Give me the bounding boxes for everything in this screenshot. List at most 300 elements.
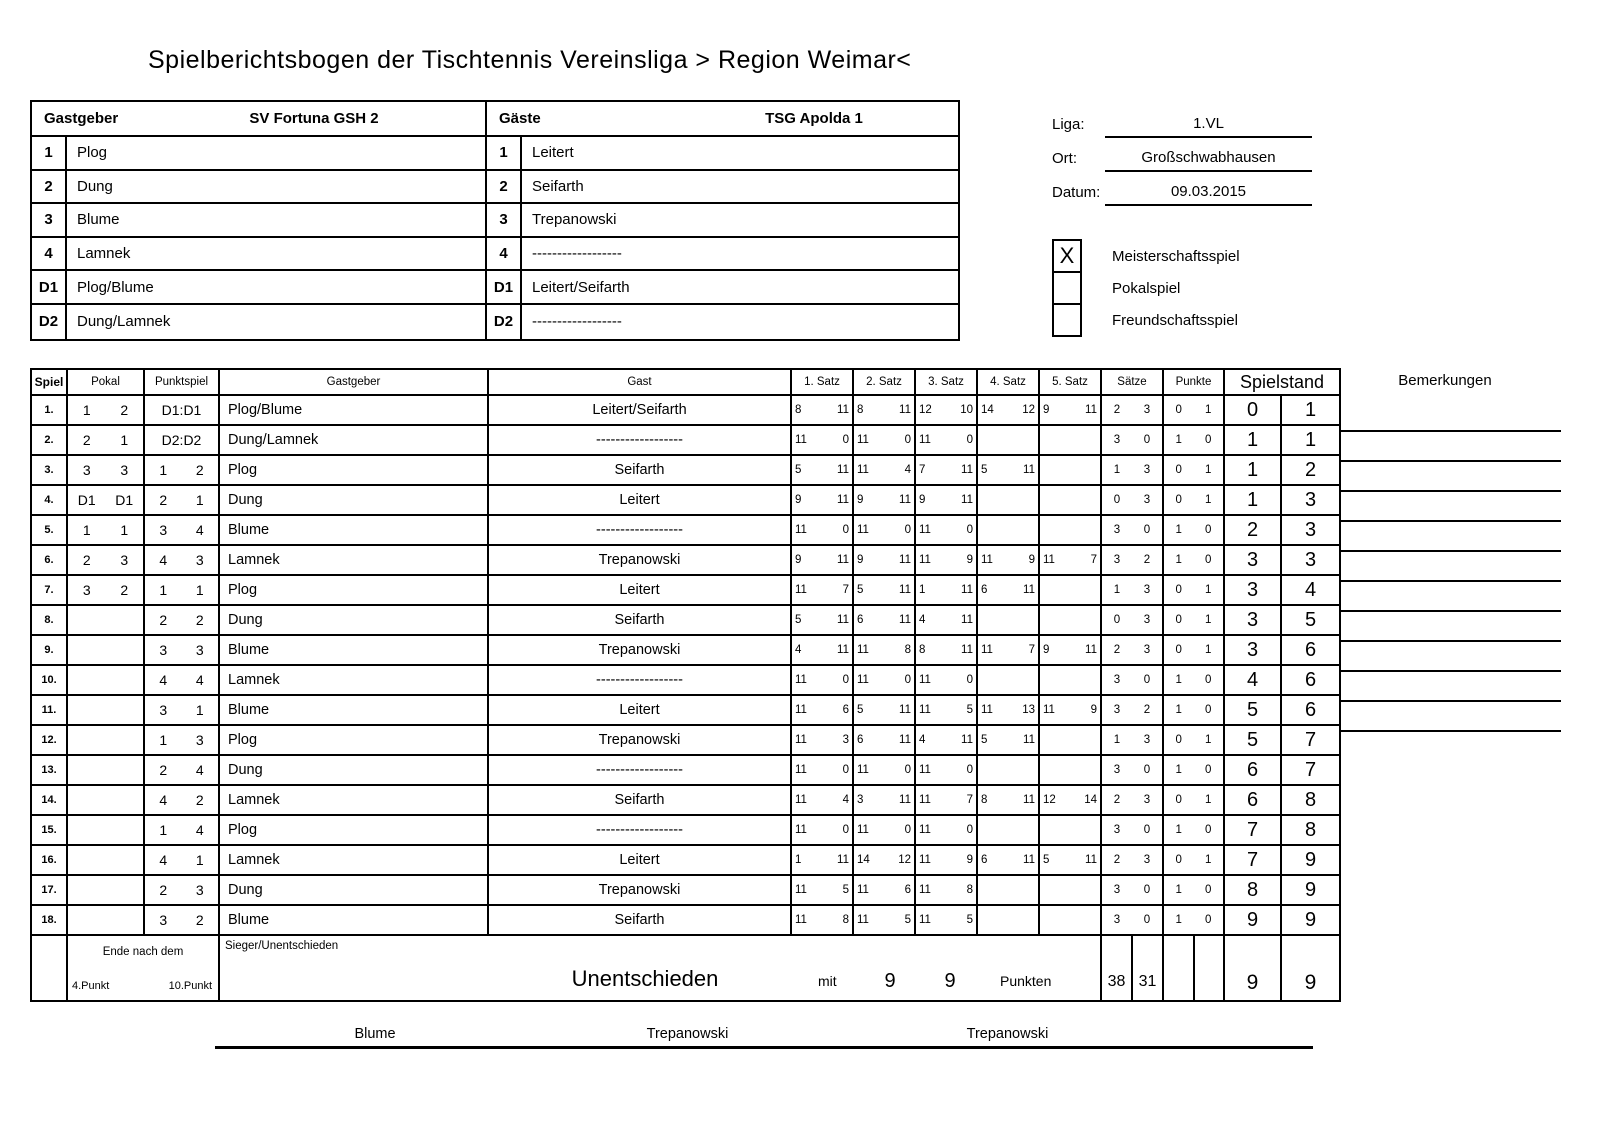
running-score-guest: 3 — [1304, 488, 1317, 511]
sets-result: 1 3 — [1102, 726, 1164, 754]
match-row — [32, 426, 1339, 456]
punkt10-label: 10.Punkt — [168, 980, 212, 992]
final-points-guest: 9 — [944, 970, 956, 992]
punktspiel-order: 1 4 — [145, 816, 220, 844]
points-result: 1 0 — [1164, 696, 1225, 724]
points-result: 1 0 — [1164, 876, 1225, 904]
match-type-label: Freundschaftsspiel — [1112, 311, 1238, 329]
roster-guest-pos: 4 — [487, 238, 522, 270]
punktspiel-order: 3 1 — [145, 696, 220, 724]
header-satz-1: 1. Satz — [792, 370, 854, 394]
results-table — [30, 368, 1341, 1002]
match-type-row — [1052, 303, 1240, 337]
set-2-score: 11 6 — [854, 876, 916, 904]
match-row — [32, 606, 1339, 636]
liga-value: 1.VL — [1105, 112, 1312, 138]
match-host-player: Plog/Blume — [220, 396, 489, 424]
match-guest-player: ------------------ — [489, 756, 792, 784]
total-points-home-empty — [1164, 936, 1195, 1000]
datum-value: 09.03.2015 — [1105, 180, 1312, 206]
sets-result: 1 3 — [1102, 576, 1164, 604]
pokal-order — [68, 846, 145, 874]
roster-guest-player: ------------------ — [532, 313, 622, 331]
running-score-guest: 2 — [1304, 458, 1317, 481]
header-saetze: Sätze — [1102, 370, 1164, 394]
host-team-name: SV Fortuna GSH 2 — [249, 110, 379, 127]
punktspiel-order: 1 2 — [145, 456, 220, 484]
set-1-score: 11 7 — [792, 576, 854, 604]
punktspiel-order: D2:D2 — [145, 426, 220, 454]
set-2-score: 14 12 — [854, 846, 916, 874]
set-4-score: 11 13 — [978, 696, 1040, 724]
pokal-order — [68, 786, 145, 814]
match-guest-player: Trepanowski — [489, 546, 792, 574]
running-score-guest: 6 — [1304, 698, 1317, 721]
set-2-score: 3 11 — [854, 786, 916, 814]
set-2-score: 11 0 — [854, 816, 916, 844]
roster-host-pos: 4 — [32, 238, 67, 270]
set-2-score: 6 11 — [854, 606, 916, 634]
roster-guest-pos: 3 — [487, 204, 522, 236]
set-4-score — [978, 876, 1040, 904]
results-rows — [32, 396, 1339, 936]
match-host-player: Lamnek — [220, 546, 489, 574]
set-3-score: 11 7 — [916, 786, 978, 814]
remarks-line — [1339, 582, 1561, 612]
match-number: 13. — [32, 756, 68, 784]
remarks-line — [1339, 492, 1561, 522]
pokal-order: 3 2 — [68, 576, 145, 604]
set-2-score: 11 5 — [854, 906, 916, 934]
running-score-home: 3 — [1225, 636, 1282, 664]
set-3-score: 11 0 — [916, 666, 978, 694]
signature-name-1: Blume — [354, 1026, 396, 1042]
pokal-order — [68, 816, 145, 844]
remarks-line — [1339, 672, 1561, 702]
guest-team-name: TSG Apolda 1 — [765, 110, 863, 127]
match-host-player: Blume — [220, 636, 489, 664]
match-number: 3. — [32, 456, 68, 484]
set-5-score — [1040, 456, 1102, 484]
set-5-score — [1040, 606, 1102, 634]
set-3-score: 7 11 — [916, 456, 978, 484]
set-4-score: 5 11 — [978, 726, 1040, 754]
match-host-player: Dung — [220, 486, 489, 514]
roster-guest-pos: D1 — [487, 271, 522, 303]
header-bemerkungen: Bemerkungen — [1398, 372, 1492, 389]
pokal-order — [68, 876, 145, 904]
match-number: 17. — [32, 876, 68, 904]
sets-result: 2 3 — [1102, 786, 1164, 814]
running-score-guest: 4 — [1304, 578, 1317, 601]
punkt4-label: 4.Punkt — [72, 980, 110, 992]
punktspiel-order: 3 4 — [145, 516, 220, 544]
set-1-score: 11 4 — [792, 786, 854, 814]
header-punkte: Punkte — [1164, 370, 1225, 394]
running-score-home: 1 — [1225, 426, 1282, 454]
match-number: 10. — [32, 666, 68, 694]
match-guest-player: Trepanowski — [489, 726, 792, 754]
results-summary-row — [32, 936, 1339, 1000]
match-guest-player: Leitert — [489, 696, 792, 724]
match-host-player: Dung/Lamnek — [220, 426, 489, 454]
match-number: 8. — [32, 606, 68, 634]
header-spiel: Spiel — [32, 370, 68, 394]
match-guest-player: Leitert — [489, 576, 792, 604]
roster-host-player: Plog/Blume — [67, 271, 487, 303]
points-result: 1 0 — [1164, 516, 1225, 544]
set-4-score — [978, 516, 1040, 544]
sets-result: 3 0 — [1102, 666, 1164, 694]
running-score-home: 7 — [1225, 816, 1282, 844]
sets-result: 0 3 — [1102, 606, 1164, 634]
set-1-score: 11 0 — [792, 426, 854, 454]
header-punktspiel: Punktspiel — [145, 370, 220, 394]
roster-guest-player: Trepanowski — [532, 211, 617, 229]
roster-guest-player: Leitert/Seifarth — [532, 278, 630, 296]
match-host-player: Plog — [220, 816, 489, 844]
punktspiel-order: 4 3 — [145, 546, 220, 574]
roster-row — [32, 305, 958, 339]
roster-rows — [32, 137, 958, 339]
points-result: 1 0 — [1164, 546, 1225, 574]
match-guest-player: ------------------ — [489, 666, 792, 694]
roster-guest-pos: 2 — [487, 171, 522, 203]
match-row — [32, 516, 1339, 546]
pokal-order: 1 2 — [68, 396, 145, 424]
running-score-guest: 5 — [1304, 608, 1317, 631]
points-result: 1 0 — [1164, 756, 1225, 784]
set-5-score — [1040, 426, 1102, 454]
roster-guest-player: Seifarth — [532, 177, 584, 195]
match-row — [32, 636, 1339, 666]
punktspiel-order: 1 1 — [145, 576, 220, 604]
pokal-order: 2 1 — [68, 426, 145, 454]
punktspiel-order: 4 1 — [145, 846, 220, 874]
pokal-order — [68, 906, 145, 934]
set-5-score: 5 11 — [1040, 846, 1102, 874]
roster-host-pos: 3 — [32, 204, 67, 236]
match-row — [32, 876, 1339, 906]
match-row — [32, 846, 1339, 876]
set-1-score: 5 11 — [792, 606, 854, 634]
set-4-score — [978, 606, 1040, 634]
sets-result: 0 3 — [1102, 486, 1164, 514]
final-points-home: 9 — [884, 970, 896, 992]
set-1-score: 11 8 — [792, 906, 854, 934]
match-row — [32, 696, 1339, 726]
match-number: 9. — [32, 636, 68, 664]
punktspiel-order: 4 4 — [145, 666, 220, 694]
set-1-score: 9 11 — [792, 486, 854, 514]
set-1-score: 11 0 — [792, 816, 854, 844]
set-3-score: 11 0 — [916, 756, 978, 784]
remarks-line — [1339, 552, 1561, 582]
match-host-player: Blume — [220, 906, 489, 934]
match-number: 6. — [32, 546, 68, 574]
set-3-score: 4 11 — [916, 606, 978, 634]
set-4-score: 14 12 — [978, 396, 1040, 424]
sets-result: 3 0 — [1102, 426, 1164, 454]
running-score-guest: 9 — [1304, 878, 1317, 901]
set-1-score: 11 0 — [792, 516, 854, 544]
set-5-score: 11 9 — [1040, 696, 1102, 724]
match-guest-player: ------------------ — [489, 816, 792, 844]
set-4-score — [978, 906, 1040, 934]
set-3-score: 11 0 — [916, 816, 978, 844]
points-result: 0 1 — [1164, 456, 1225, 484]
total-sets-guest: 31 — [1133, 936, 1164, 1000]
set-2-score: 11 0 — [854, 516, 916, 544]
set-1-score: 5 11 — [792, 456, 854, 484]
set-2-score: 5 11 — [854, 696, 916, 724]
match-type-checkbox: X — [1052, 239, 1082, 273]
match-row — [32, 456, 1339, 486]
punktspiel-order: 2 1 — [145, 486, 220, 514]
roster-host-pos: D2 — [32, 305, 67, 339]
punktspiel-order: 2 3 — [145, 876, 220, 904]
set-3-score: 1 11 — [916, 576, 978, 604]
running-score-home: 7 — [1225, 846, 1282, 874]
set-1-score: 11 0 — [792, 756, 854, 784]
set-5-score — [1040, 876, 1102, 904]
roster-host-player: Blume — [67, 204, 487, 236]
punktspiel-order: 3 3 — [145, 636, 220, 664]
pokal-order: 1 1 — [68, 516, 145, 544]
set-2-score: 11 0 — [854, 756, 916, 784]
match-number: 16. — [32, 846, 68, 874]
match-row — [32, 396, 1339, 426]
match-number: 15. — [32, 816, 68, 844]
set-3-score: 4 11 — [916, 726, 978, 754]
results-header-row — [32, 370, 1339, 396]
points-result: 0 1 — [1164, 606, 1225, 634]
set-5-score — [1040, 726, 1102, 754]
match-row — [32, 756, 1339, 786]
punktspiel-order: 2 4 — [145, 756, 220, 784]
set-5-score — [1040, 756, 1102, 784]
sets-result: 3 0 — [1102, 876, 1164, 904]
pokal-order — [68, 606, 145, 634]
points-result: 0 1 — [1164, 786, 1225, 814]
host-label: Gastgeber — [44, 110, 119, 127]
running-score-guest: 1 — [1304, 398, 1317, 421]
header-satz-3: 3. Satz — [916, 370, 978, 394]
match-host-player: Plog — [220, 456, 489, 484]
pokal-order — [68, 756, 145, 784]
roster-host-player: Dung/Lamnek — [67, 305, 487, 339]
set-3-score: 11 8 — [916, 876, 978, 904]
match-type-row — [1052, 239, 1240, 273]
sets-result: 2 3 — [1102, 396, 1164, 424]
sets-result: 3 2 — [1102, 546, 1164, 574]
set-5-score: 9 11 — [1040, 636, 1102, 664]
set-5-score — [1040, 816, 1102, 844]
pokal-order — [68, 696, 145, 724]
set-5-score — [1040, 906, 1102, 934]
final-score-home: 9 — [1225, 936, 1282, 1000]
running-score-guest: 8 — [1304, 788, 1317, 811]
match-guest-player: ------------------ — [489, 516, 792, 544]
match-guest-player: Trepanowski — [489, 636, 792, 664]
mit-label: mit — [818, 973, 837, 989]
match-guest-player: Leitert/Seifarth — [489, 396, 792, 424]
match-row — [32, 666, 1339, 696]
page-title: Spielberichtsbogen der Tischtennis Vereinsliga > Region Weimar< — [148, 46, 912, 74]
running-score-home: 9 — [1225, 906, 1282, 934]
running-score-home: 0 — [1225, 396, 1282, 424]
set-4-score: 6 11 — [978, 846, 1040, 874]
roster-host-player: Lamnek — [67, 238, 487, 270]
match-row — [32, 546, 1339, 576]
running-score-home: 4 — [1225, 666, 1282, 694]
punkten-label: Punkten — [1000, 973, 1052, 989]
header-gastgeber: Gastgeber — [220, 370, 489, 394]
roster-row — [32, 171, 958, 205]
remarks-line — [1339, 432, 1561, 462]
remarks-line — [1339, 462, 1561, 492]
punktspiel-order: 1 3 — [145, 726, 220, 754]
final-score-guest: 9 — [1304, 971, 1317, 994]
roster-table — [30, 100, 960, 341]
set-4-score — [978, 756, 1040, 784]
match-type-checkbox — [1052, 303, 1082, 337]
match-row — [32, 576, 1339, 606]
set-3-score: 9 11 — [916, 486, 978, 514]
set-1-score: 11 0 — [792, 666, 854, 694]
running-score-home: 3 — [1225, 546, 1282, 574]
running-score-home: 1 — [1225, 486, 1282, 514]
points-result: 0 1 — [1164, 576, 1225, 604]
roster-host-pos: D1 — [32, 271, 67, 303]
set-2-score: 9 11 — [854, 486, 916, 514]
set-4-score: 11 9 — [978, 546, 1040, 574]
set-4-score — [978, 816, 1040, 844]
roster-header-guest — [487, 102, 958, 135]
running-score-guest: 7 — [1304, 728, 1317, 751]
punktspiel-order: 4 2 — [145, 786, 220, 814]
summary-spacer-cell — [32, 936, 68, 1000]
running-score-home: 5 — [1225, 726, 1282, 754]
header-satz-4: 4. Satz — [978, 370, 1040, 394]
sets-result: 3 2 — [1102, 696, 1164, 724]
match-host-player: Plog — [220, 726, 489, 754]
guest-label: Gäste — [499, 110, 541, 127]
set-2-score: 11 8 — [854, 636, 916, 664]
end-after-cell — [68, 936, 220, 1000]
running-score-guest: 9 — [1304, 908, 1317, 931]
match-number: 1. — [32, 396, 68, 424]
match-number: 18. — [32, 906, 68, 934]
roster-host-pos: 2 — [32, 171, 67, 203]
set-2-score: 8 11 — [854, 396, 916, 424]
pokal-order — [68, 636, 145, 664]
punktspiel-order: 2 2 — [145, 606, 220, 634]
roster-row — [32, 204, 958, 238]
running-score-guest: 6 — [1304, 668, 1317, 691]
running-score-guest: 3 — [1304, 518, 1317, 541]
points-result: 0 1 — [1164, 396, 1225, 424]
sieger-label: Sieger/Unentschieden — [225, 940, 339, 952]
match-guest-player: ------------------ — [489, 426, 792, 454]
match-row — [32, 906, 1339, 936]
set-5-score — [1040, 576, 1102, 604]
header-spielstand: Spielstand — [1239, 371, 1325, 392]
roster-row — [32, 238, 958, 272]
points-result: 1 0 — [1164, 666, 1225, 694]
set-1-score: 11 3 — [792, 726, 854, 754]
roster-row — [32, 137, 958, 171]
running-score-guest: 6 — [1304, 638, 1317, 661]
set-5-score — [1040, 486, 1102, 514]
running-score-guest: 9 — [1304, 848, 1317, 871]
match-number: 5. — [32, 516, 68, 544]
ort-label: Ort: — [1052, 150, 1077, 167]
header-satz-2: 2. Satz — [854, 370, 916, 394]
running-score-guest: 3 — [1304, 548, 1317, 571]
winner-cell — [220, 936, 1102, 1000]
sets-result: 3 0 — [1102, 816, 1164, 844]
signature-name-3: Trepanowski — [966, 1026, 1049, 1042]
signature-line — [215, 1046, 1313, 1049]
running-score-home: 2 — [1225, 516, 1282, 544]
set-3-score: 11 0 — [916, 516, 978, 544]
match-guest-player: Seifarth — [489, 456, 792, 484]
sets-result: 1 3 — [1102, 456, 1164, 484]
points-result: 1 0 — [1164, 426, 1225, 454]
set-3-score: 8 11 — [916, 636, 978, 664]
match-type-row — [1052, 271, 1240, 305]
set-2-score: 5 11 — [854, 576, 916, 604]
set-5-score: 12 14 — [1040, 786, 1102, 814]
match-row — [32, 486, 1339, 516]
set-1-score: 11 6 — [792, 696, 854, 724]
set-2-score: 11 4 — [854, 456, 916, 484]
sets-result: 3 0 — [1102, 516, 1164, 544]
datum-label: Datum: — [1052, 184, 1101, 201]
set-2-score: 11 0 — [854, 426, 916, 454]
points-result: 0 1 — [1164, 726, 1225, 754]
roster-host-player: Dung — [67, 171, 487, 203]
running-score-home: 6 — [1225, 786, 1282, 814]
running-score-guest: 1 — [1304, 428, 1317, 451]
roster-host-player: Plog — [67, 137, 487, 169]
set-4-score — [978, 486, 1040, 514]
pokal-order — [68, 726, 145, 754]
match-guest-player: Seifarth — [489, 906, 792, 934]
match-host-player: Plog — [220, 576, 489, 604]
set-3-score: 11 9 — [916, 546, 978, 574]
set-5-score: 9 11 — [1040, 396, 1102, 424]
punktspiel-order: D1:D1 — [145, 396, 220, 424]
match-host-player: Blume — [220, 696, 489, 724]
match-row — [32, 726, 1339, 756]
ort-value: Großschwabhausen — [1105, 146, 1312, 172]
match-number: 14. — [32, 786, 68, 814]
pokal-order — [68, 666, 145, 694]
match-guest-player: Seifarth — [489, 786, 792, 814]
points-result: 1 0 — [1164, 816, 1225, 844]
running-score-home: 8 — [1225, 876, 1282, 904]
set-5-score — [1040, 516, 1102, 544]
running-score-home: 1 — [1225, 456, 1282, 484]
header-gast: Gast — [489, 370, 792, 394]
running-score-guest: 7 — [1304, 758, 1317, 781]
roster-header — [32, 102, 958, 137]
match-number: 11. — [32, 696, 68, 724]
remarks-line — [1339, 402, 1561, 432]
match-host-player: Lamnek — [220, 786, 489, 814]
